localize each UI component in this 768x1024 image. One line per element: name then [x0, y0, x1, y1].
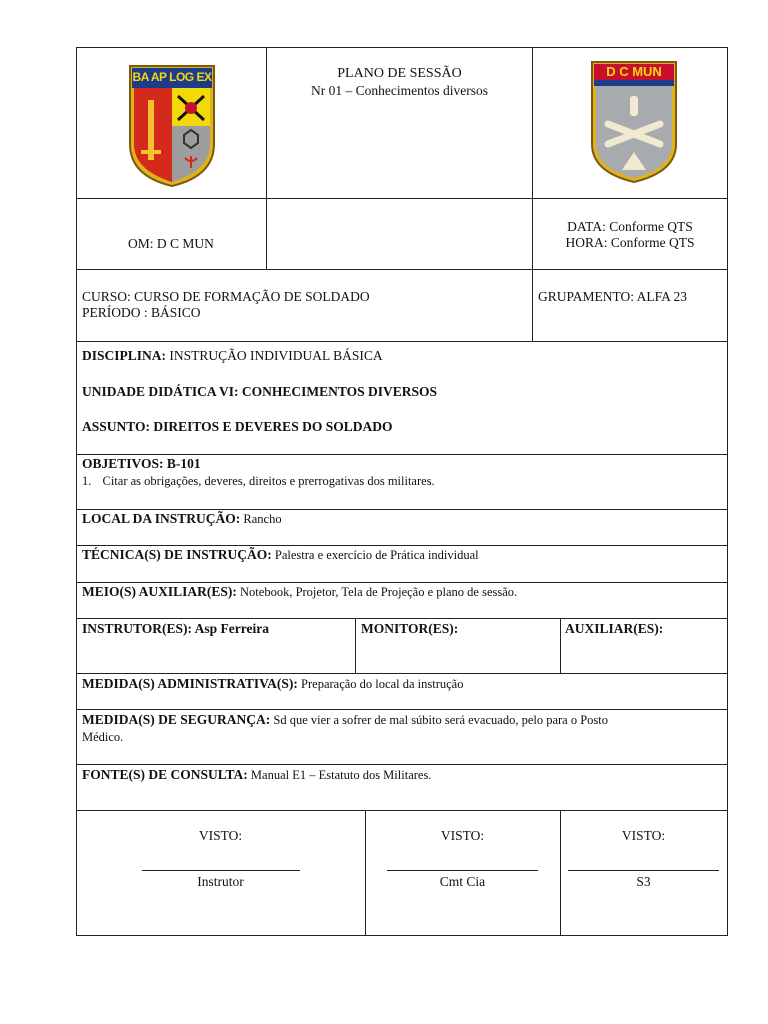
unidade-didatica: UNIDADE DIDÁTICA VI: CONHECIMENTOS DIVERSOS: [82, 384, 438, 399]
seguranca-label: MEDIDA(S) DE SEGURANÇA:: [82, 712, 271, 727]
visto-label: VISTO:: [621, 828, 666, 843]
meios-line: [82, 584, 517, 600]
disciplina-label: DISCIPLINA:: [82, 348, 167, 363]
seguranca-value: Sd que vier a sofrer de mal súbito será evacuado, pelo para o Posto: [270, 713, 609, 727]
ba-ap-log-ex-emblem: [128, 64, 216, 188]
fonte-line: [82, 767, 431, 783]
local-line: [82, 511, 282, 527]
om-label: OM: D C MUN: [128, 236, 214, 251]
monitor-field: MONITOR(ES):: [361, 621, 459, 636]
auxiliar-field: AUXILIAR(ES):: [565, 621, 664, 636]
visto-cmt-cia: [365, 828, 560, 890]
tecnica-line: [82, 547, 479, 563]
hora-field: HORA: Conforme QTS: [565, 235, 695, 250]
meios-label: MEIO(S) AUXILIAR(ES):: [82, 584, 237, 599]
page-subtitle: Nr 01 – Conhecimentos diversos: [311, 83, 488, 98]
signature-line: [568, 870, 719, 871]
seguranca-value-cont: Médico.: [82, 730, 124, 744]
disciplina-line: [82, 348, 383, 364]
fonte-value: Manual E1 – Estatuto dos Militares.: [247, 768, 432, 782]
disciplina-value: INSTRUÇÃO INDIVIDUAL BÁSICA: [166, 348, 383, 363]
local-value: Rancho: [240, 512, 282, 526]
visto-label: VISTO:: [440, 828, 485, 843]
tecnica-value: Palestra e exercício de Prática individual: [271, 548, 479, 562]
grupamento-field: GRUPAMENTO: ALFA 23: [538, 289, 688, 304]
signature-line: [142, 870, 300, 871]
assunto: ASSUNTO: DIREITOS E DEVERES DO SOLDADO: [82, 419, 393, 434]
visto-label: VISTO:: [198, 828, 243, 843]
instrutor-field: INSTRUTOR(ES): Asp Ferreira: [82, 621, 270, 636]
visto-instrutor: [76, 828, 365, 890]
right-emblem-text: D C MUN: [606, 64, 662, 79]
objetivos-label: OBJETIVOS: B-101: [82, 456, 201, 471]
local-label: LOCAL DA INSTRUÇÃO:: [82, 511, 241, 526]
adm-label: MEDIDA(S) ADMINISTRATIVA(S):: [82, 676, 298, 691]
seguranca-line: [82, 712, 722, 728]
fonte-label: FONTE(S) DE CONSULTA:: [82, 767, 248, 782]
data-field: DATA: Conforme QTS: [567, 219, 693, 234]
signature-line: [387, 870, 538, 871]
left-emblem-text: BA AP LOG EX: [132, 70, 212, 84]
objetivo-item: [82, 474, 435, 489]
objetivo-number: 1.: [82, 474, 92, 488]
adm-value: Preparação do local da instrução: [297, 677, 464, 691]
curso-field: CURSO: CURSO DE FORMAÇÃO DE SOLDADO: [82, 289, 370, 304]
visto-role: S3: [636, 874, 651, 889]
visto-role: Cmt Cia: [439, 874, 486, 889]
adm-line: [82, 676, 463, 692]
tecnica-label: TÉCNICA(S) DE INSTRUÇÃO:: [82, 547, 272, 562]
periodo-field: PERÍODO : BÁSICO: [82, 305, 201, 320]
visto-s3: [560, 828, 727, 890]
meios-value: Notebook, Projetor, Tela de Projeção e plano de sessão.: [236, 585, 518, 599]
d-c-mun-emblem: [590, 60, 678, 184]
objetivo-text: Citar as obrigações, deveres, direitos e prerrogativas dos militares.: [102, 474, 435, 488]
visto-role: Instrutor: [197, 874, 244, 889]
page-title: PLANO DE SESSÃO: [337, 66, 462, 81]
